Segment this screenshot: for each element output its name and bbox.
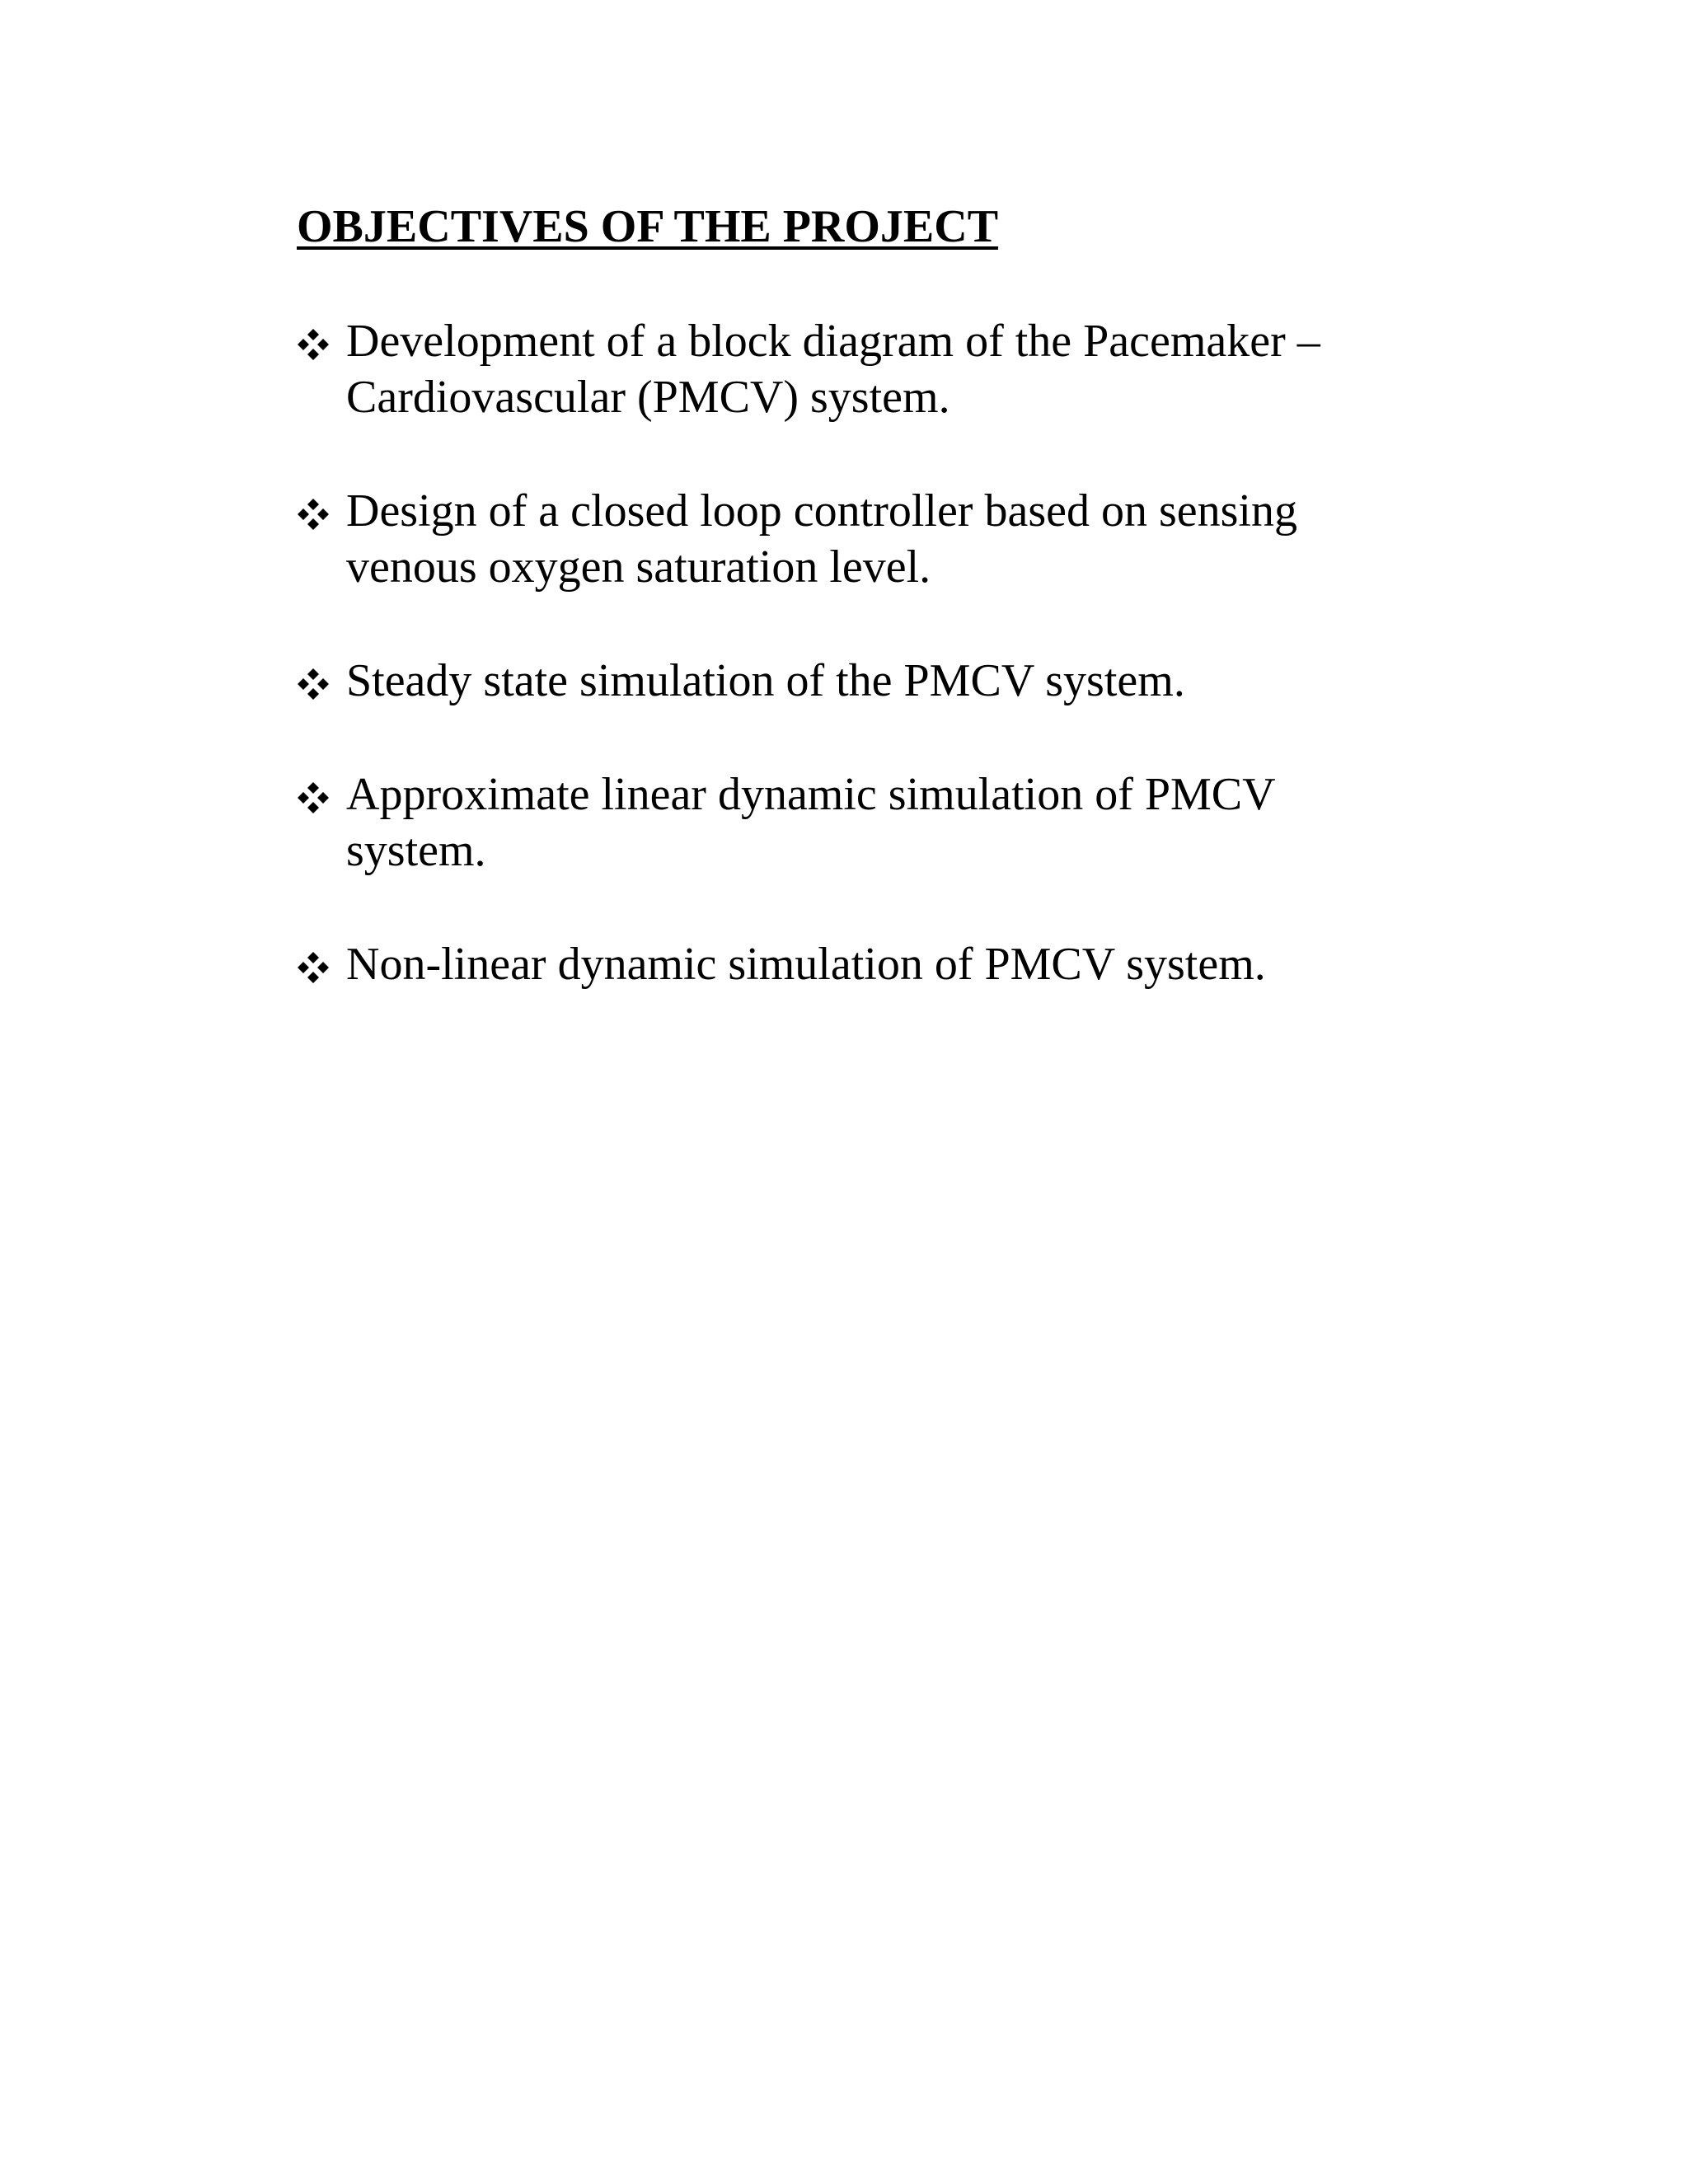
objective-text: Approximate linear dynamic simulation of PMCV system. <box>346 769 1275 876</box>
page-title: OBJECTIVES OF THE PROJECT <box>297 201 999 252</box>
objective-text: Development of a block diagram of the Pacemaker – Cardiovascular (PMCV) system. <box>346 316 1320 423</box>
objective-item <box>297 313 1418 425</box>
four-diamond-bullet-icon <box>297 498 336 531</box>
objective-item <box>297 483 1418 595</box>
objective-text: Non-linear dynamic simulation of PMCV system. <box>346 939 1266 990</box>
objective-item <box>297 766 1418 879</box>
objective-text: Design of a closed loop controller based on sensing venous oxygen saturation level. <box>346 485 1297 593</box>
objectives-list <box>297 313 1418 1050</box>
objective-text: Steady state simulation of the PMCV system. <box>346 655 1185 706</box>
four-diamond-bullet-icon <box>297 668 336 701</box>
four-diamond-bullet-icon <box>297 781 336 814</box>
objective-item <box>297 653 1418 709</box>
four-diamond-bullet-icon <box>297 951 336 984</box>
objective-item <box>297 936 1418 992</box>
four-diamond-bullet-icon <box>297 328 336 361</box>
